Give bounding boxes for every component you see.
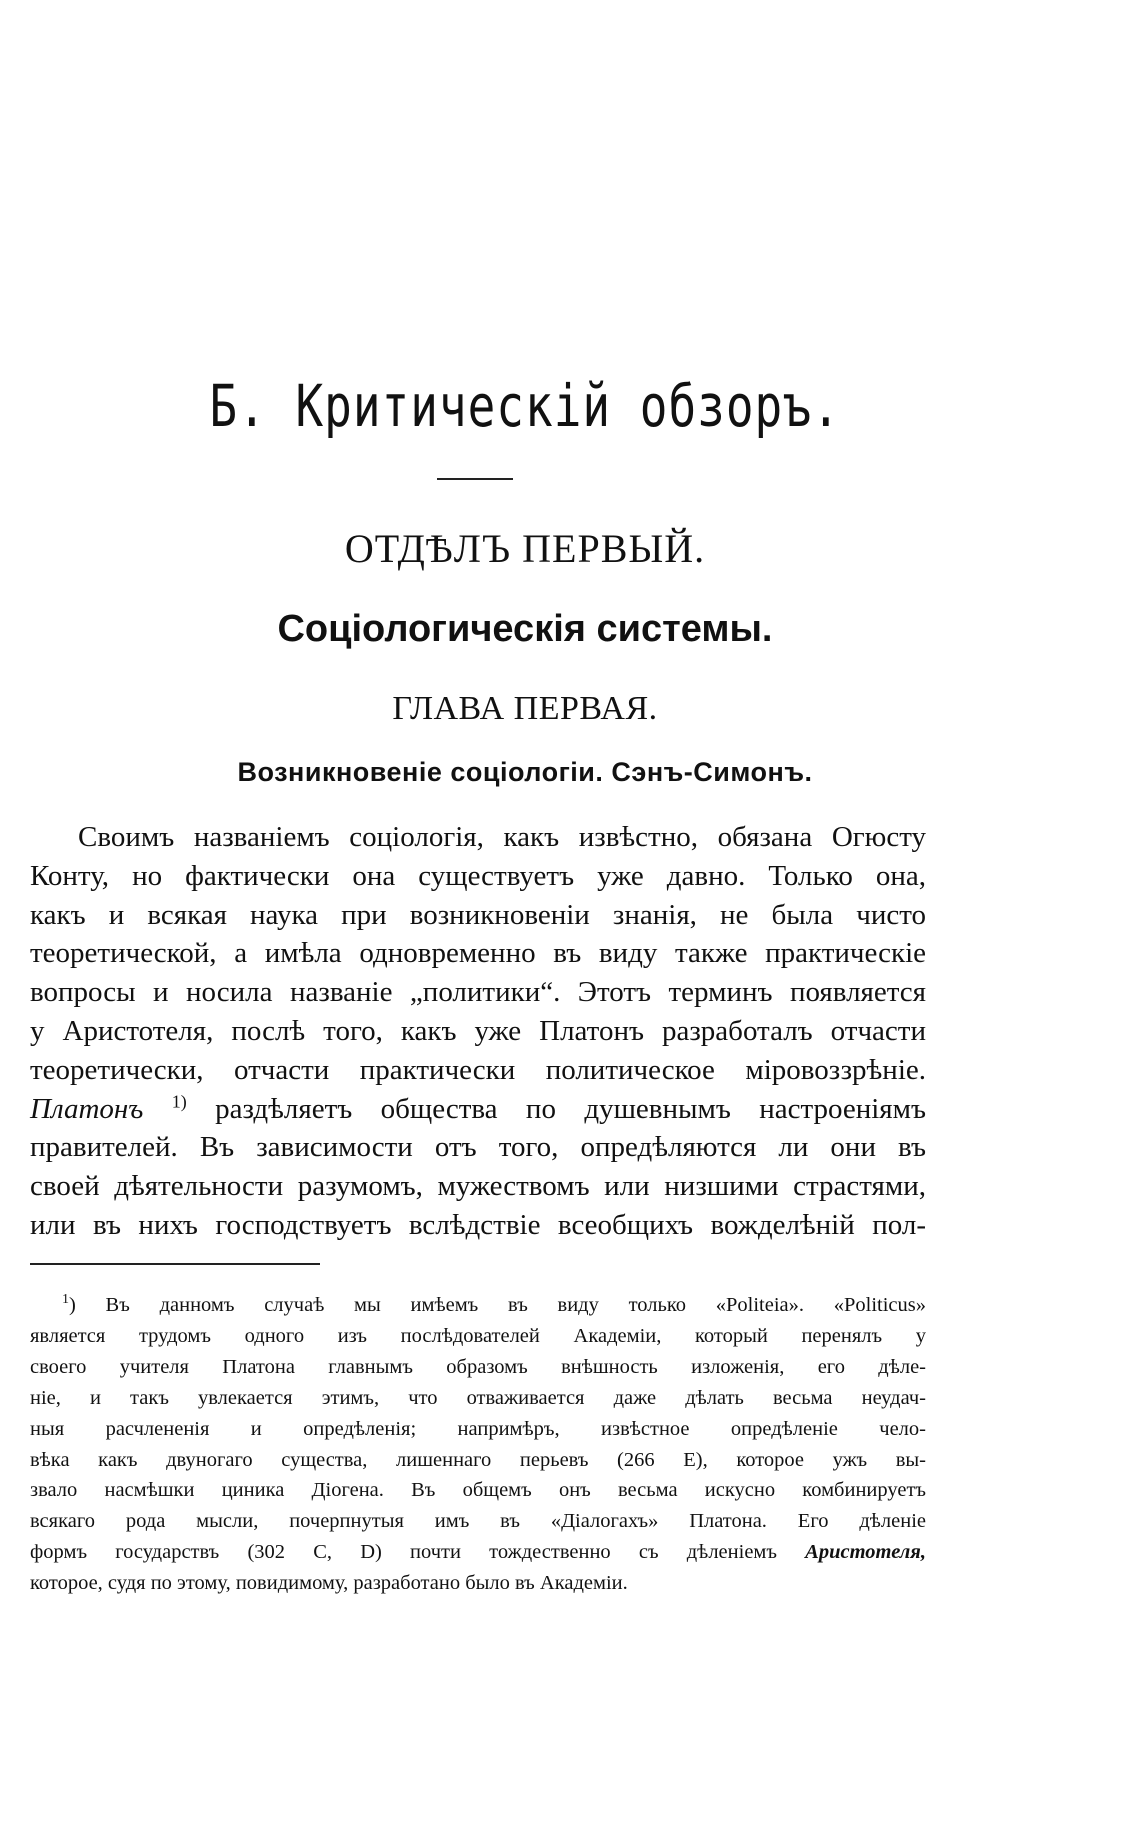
- body-line: теоретической, а имѣла одновременно въ виду также практическіе: [30, 937, 926, 970]
- footnote-line-text: формъ государствъ (302 C, D) почти тождественно съ дѣленіемъ: [30, 1541, 806, 1564]
- footnote-line: ніе, и такъ увлекается этимъ, что отваживается даже дѣлать весьма неудач-: [30, 1386, 926, 1409]
- title-divider: [437, 478, 513, 480]
- footnote-line-aristotle: [30, 1537, 926, 1568]
- body-line-platon: [30, 1090, 926, 1129]
- body-line: вопросы и носила названіе „политики“. Этотъ терминъ появляется: [30, 976, 926, 1009]
- platon-name: Платонъ: [30, 1092, 144, 1125]
- chapter-subtitle: Возникновеніе соціологіи. Сэнъ-Симонъ.: [237, 757, 813, 787]
- footnote-line: всякаго рода мысли, почерпнутыя имъ въ «Діалогахъ» Платона. Его дѣленіе: [30, 1510, 926, 1533]
- section-subtitle: Соціологическія системы.: [277, 608, 773, 650]
- footnote: [30, 1290, 926, 1599]
- body-line-platon-rest: раздѣляетъ общества по душевнымъ настроеніямъ: [186, 1092, 926, 1125]
- footnote-line: своего учителя Платона главнымъ образомъ внѣшность изложенія, его дѣле-: [30, 1355, 926, 1378]
- body-line: своей дѣятельности разумомъ, мужествомъ или низшими страстями,: [30, 1170, 926, 1203]
- footnote-line: звало насмѣшки циника Діогена. Въ общемъ онъ весьма искусно комбинируетъ: [30, 1479, 926, 1502]
- body-line: теоретически, отчасти практически политическое міровоззрѣніе.: [30, 1053, 926, 1086]
- body-line: Конту, но фактически она существуетъ уже давно. Только она,: [30, 859, 926, 892]
- footnote-line: вѣка какъ двуногаго существа, лишеннаго перьевъ (266 E), которое ужъ вы-: [30, 1448, 926, 1471]
- footnote-line: [30, 1290, 926, 1321]
- body-line: правителей. Въ зависимости отъ того, опредѣляются ли они въ: [30, 1131, 926, 1164]
- body-line: у Аристотеля, послѣ того, какъ уже Платонъ разработалъ отчасти: [30, 1014, 926, 1047]
- footnote-marker[interactable]: 1): [171, 1090, 187, 1111]
- body-text: [30, 818, 926, 1245]
- footnote-line: является трудомъ одного изъ послѣдователей Академіи, который перенялъ у: [30, 1324, 926, 1347]
- body-line: Своимъ названіемъ соціологія, какъ извѣстно, обязана Огюсту: [78, 821, 926, 853]
- footnote-line-text: ) Въ данномъ случаѣ мы имѣемъ въ виду только «Politeia». «Politicus»: [69, 1294, 926, 1316]
- body-line: какъ и всякая наука при возникновеніи знанія, не была чисто: [30, 898, 926, 931]
- aristotle-name: Аристотеля,: [805, 1541, 926, 1564]
- section-title: ОТДѢЛЪ ПЕРВЫЙ.: [344, 526, 706, 571]
- footnote-divider: [30, 1263, 320, 1265]
- part-title: Б. Критическій обзоръ.: [209, 372, 841, 440]
- chapter-title: ГЛАВА ПЕРВАЯ.: [392, 690, 658, 727]
- footnote-line: которое, судя по этому, повидимому, разработано было въ Академіи.: [30, 1572, 628, 1595]
- footnote-line: ныя расчлененія и опредѣленія; напримѣръ, извѣстное опредѣленіе чело-: [30, 1417, 926, 1440]
- footnote-number: 1: [62, 1292, 69, 1308]
- body-line: или въ нихъ господствуетъ вслѣдствіе всеобщихъ вожделѣній пол-: [30, 1208, 926, 1241]
